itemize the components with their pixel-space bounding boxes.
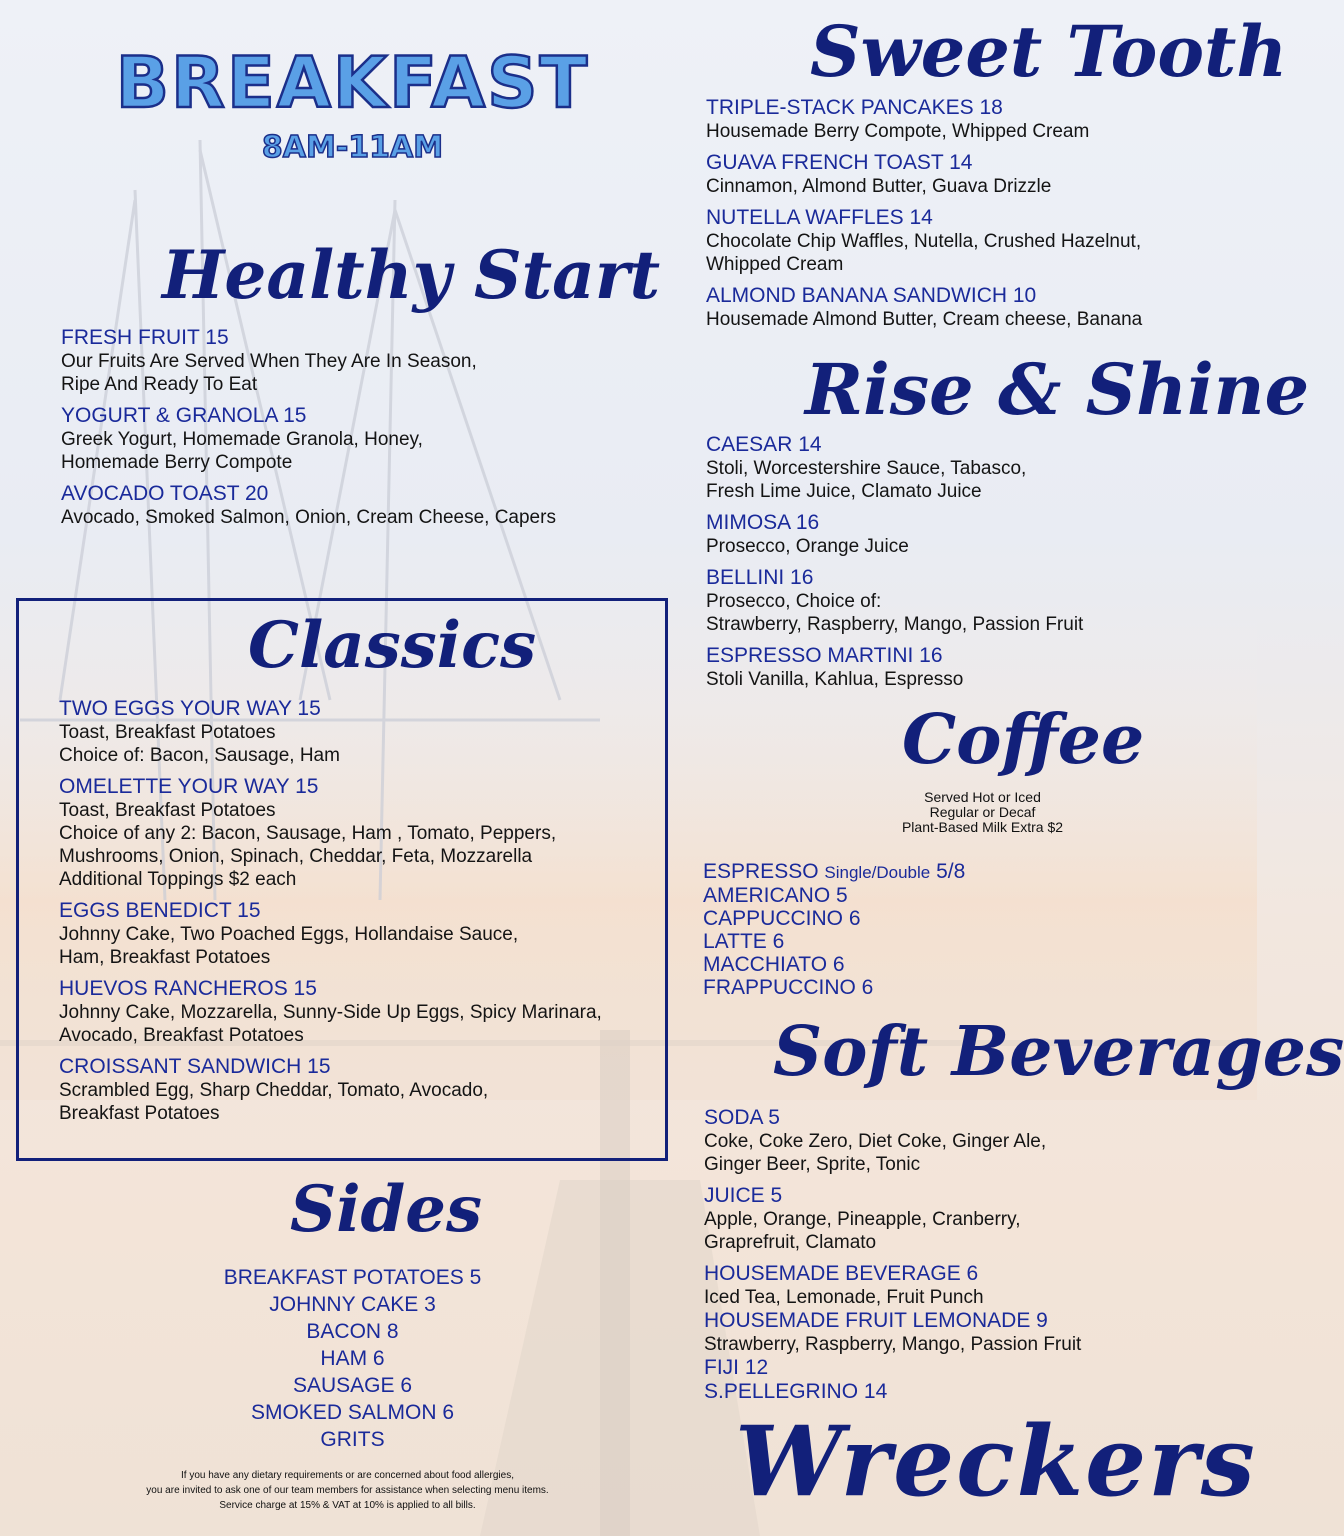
menu-item xyxy=(706,96,1226,143)
coffee-item: AMERICANO 5 xyxy=(703,884,848,907)
menu-item-description: Scrambled Egg, Sharp Cheddar, Tomato, Avocado, Breakfast Potatoes xyxy=(59,1080,489,1124)
menu-item-title: TWO EGGS YOUR WAY 15 xyxy=(59,697,321,720)
menu-item-description: Iced Tea, Lemonade, Fruit Punch xyxy=(704,1287,984,1308)
menu-item-title: HUEVOS RANCHEROS 15 xyxy=(59,977,317,1000)
menu-item xyxy=(61,482,621,529)
menu-item xyxy=(61,404,621,474)
page-title: BREAKFAST xyxy=(115,42,590,124)
coffee-item-name: ESPRESSO xyxy=(703,860,819,883)
menu-item-description: Prosecco, Choice of: Strawberry, Raspberry, Mango, Passion Fruit xyxy=(706,591,1084,635)
menu-item xyxy=(706,284,1226,331)
allergy-note: If you have any dietary requirements or are concerned about food allergies, you are invited to ask one of our team members for assistance when selecting menu items. Service charge at 15% & VAT at 10% is applied to all bills. xyxy=(146,1470,549,1511)
menu-item xyxy=(704,1262,1224,1309)
menu-item xyxy=(706,566,1226,636)
menu-item xyxy=(704,1380,1224,1404)
coffee-item: MACCHIATO 6 xyxy=(703,953,845,976)
menu-item-description: Strawberry, Raspberry, Mango, Passion Fruit xyxy=(704,1334,1082,1355)
menu-item-description: Housemade Almond Butter, Cream cheese, Banana xyxy=(706,309,1143,330)
menu-item-description: Johnny Cake, Two Poached Eggs, Hollandaise Sauce, Ham, Breakfast Potatoes xyxy=(59,924,519,968)
menu-item-title: TRIPLE-STACK PANCAKES 18 xyxy=(706,96,1003,119)
menu-item-title: AVOCADO TOAST 20 xyxy=(61,482,269,505)
menu-item xyxy=(706,206,1226,276)
sweet-tooth-list xyxy=(706,96,1226,339)
coffee-item: LATTE 6 xyxy=(703,930,785,953)
classics-heading: Classics xyxy=(248,608,537,683)
menu-item-title: YOGURT & GRANOLA 15 xyxy=(61,404,307,427)
menu-item-title: HOUSEMADE FRUIT LEMONADE 9 xyxy=(704,1309,1048,1332)
menu-item-title: GUAVA FRENCH TOAST 14 xyxy=(706,151,973,174)
menu-item xyxy=(704,1356,1224,1380)
menu-item-description: Housemade Berry Compote, Whipped Cream xyxy=(706,121,1090,142)
menu-item-title: S.PELLEGRINO 14 xyxy=(704,1380,888,1403)
coffee-item-espresso xyxy=(703,860,1203,884)
menu-item xyxy=(704,1309,1224,1356)
menu-item-title: EGGS BENEDICT 15 xyxy=(59,899,261,922)
soft-beverages-list xyxy=(704,1106,1224,1404)
coffee-item: FRAPPUCCINO 6 xyxy=(703,976,874,999)
menu-item-description: Stoli Vanilla, Kahlua, Espresso xyxy=(706,669,964,690)
menu-item-title: FIJI 12 xyxy=(704,1356,769,1379)
menu-item xyxy=(59,775,659,891)
menu-item-description: Cinnamon, Almond Butter, Guava Drizzle xyxy=(706,176,1052,197)
healthy-start-heading: Healthy Start xyxy=(162,236,661,314)
menu-item-description: Stoli, Worcestershire Sauce, Tabasco, Fresh Lime Juice, Clamato Juice xyxy=(706,458,1027,502)
menu-item-title: ALMOND BANANA SANDWICH 10 xyxy=(706,284,1037,307)
service-hours: 8AM-11AM xyxy=(261,130,444,165)
classics-list xyxy=(59,697,659,1133)
menu-item-description: Avocado, Smoked Salmon, Onion, Cream Cheese, Capers xyxy=(61,507,556,528)
menu-item-title: OMELETTE YOUR WAY 15 xyxy=(59,775,319,798)
menu-item-description: Chocolate Chip Waffles, Nutella, Crushed Hazelnut, Whipped Cream xyxy=(706,231,1142,275)
menu-item-title: MIMOSA 16 xyxy=(706,511,820,534)
coffee-item: CAPPUCCINO 6 xyxy=(703,907,861,930)
side-item: GRITS xyxy=(320,1428,385,1451)
side-item: JOHNNY CAKE 3 xyxy=(269,1293,436,1316)
side-item: BACON 8 xyxy=(306,1320,399,1343)
menu-item xyxy=(59,1055,659,1125)
menu-item xyxy=(59,977,659,1047)
menu-item-description: Johnny Cake, Mozzarella, Sunny-Side Up Eggs, Spicy Marinara, Avocado, Breakfast Potatoes xyxy=(59,1002,602,1046)
coffee-item-price: 5/8 xyxy=(936,860,966,883)
menu-item-description: Toast, Breakfast Potatoes Choice of any 2: Bacon, Sausage, Ham , Tomato, Peppers, Mushrooms, Onion, Spinach, Cheddar, Feta, Mozzarella Additional Toppings $2 each xyxy=(59,800,557,890)
wreckers-logo: Wreckers xyxy=(735,1405,1257,1518)
rise-shine-list xyxy=(706,433,1226,699)
sides-list xyxy=(180,1264,525,1453)
menu-item-title: ESPRESSO MARTINI 16 xyxy=(706,644,943,667)
coffee-note: Served Hot or Iced Regular or Decaf Plant-Based Milk Extra $2 xyxy=(901,789,1064,835)
coffee-item-option: Single/Double xyxy=(824,863,931,882)
menu-item xyxy=(706,644,1226,691)
menu-item xyxy=(59,899,659,969)
coffee-list xyxy=(703,860,1203,999)
soft-beverages-heading: Soft Beverages xyxy=(773,1012,1344,1092)
menu-item xyxy=(59,697,659,767)
menu-item xyxy=(61,326,621,396)
side-item: BREAKFAST POTATOES 5 xyxy=(223,1266,482,1289)
rise-shine-heading: Rise & Shine xyxy=(805,348,1310,431)
side-item: SAUSAGE 6 xyxy=(292,1374,413,1397)
menu-item xyxy=(706,433,1226,503)
menu-item xyxy=(706,511,1226,558)
menu-item-title: CAESAR 14 xyxy=(706,433,822,456)
menu-item-title: BELLINI 16 xyxy=(706,566,814,589)
menu-item-title: NUTELLA WAFFLES 14 xyxy=(706,206,933,229)
menu-item-description: Our Fruits Are Served When They Are In Season, Ripe And Ready To Eat xyxy=(61,351,477,395)
sides-heading: Sides xyxy=(290,1172,483,1247)
menu-item-description: Coke, Coke Zero, Diet Coke, Ginger Ale, Ginger Beer, Sprite, Tonic xyxy=(704,1131,1047,1175)
menu-item xyxy=(706,151,1226,198)
menu-item-description: Apple, Orange, Pineapple, Cranberry, Graprefruit, Clamato xyxy=(704,1209,1021,1253)
menu-item-title: HOUSEMADE BEVERAGE 6 xyxy=(704,1262,979,1285)
breakfast-header xyxy=(80,42,625,165)
menu-item-description: Toast, Breakfast Potatoes Choice of: Bacon, Sausage, Ham xyxy=(59,722,340,766)
coffee-heading: Coffee xyxy=(902,700,1145,780)
menu-item xyxy=(704,1184,1224,1254)
menu-item-description: Prosecco, Orange Juice xyxy=(706,536,909,557)
menu-item-title: CROISSANT SANDWICH 15 xyxy=(59,1055,331,1078)
menu-item-title: SODA 5 xyxy=(704,1106,780,1129)
menu-item xyxy=(704,1106,1224,1176)
side-item: SMOKED SALMON 6 xyxy=(250,1401,455,1424)
healthy-start-list xyxy=(61,326,621,537)
side-item: HAM 6 xyxy=(320,1347,385,1370)
menu-item-title: JUICE 5 xyxy=(704,1184,783,1207)
menu-item-description: Greek Yogurt, Homemade Granola, Honey, Homemade Berry Compote xyxy=(61,429,423,473)
sweet-tooth-heading: Sweet Tooth xyxy=(810,10,1288,93)
menu-item-title: FRESH FRUIT 15 xyxy=(61,326,229,349)
